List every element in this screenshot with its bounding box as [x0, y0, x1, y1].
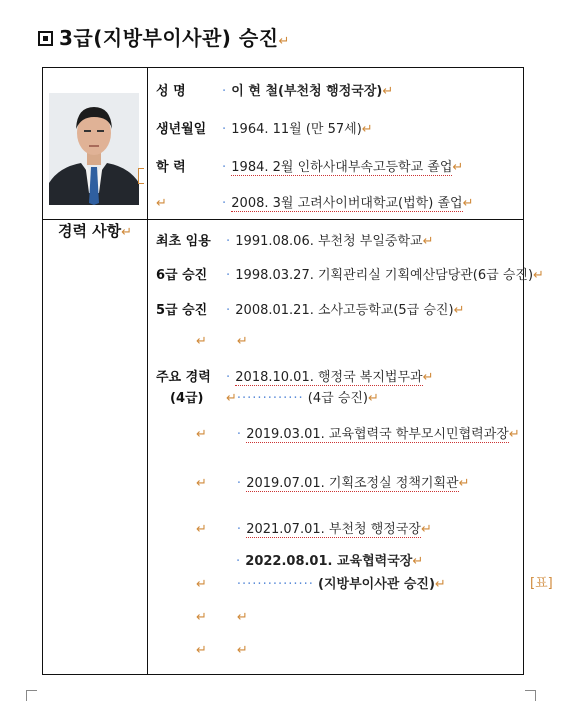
edu-row-1: 학 력 · 1984. 2월 인하사대부속고등학교 졸업↵ — [156, 160, 464, 175]
major-career-header: 주요 경력 · 2018.10.01. 행정국 복지법무과↵ — [156, 370, 434, 385]
latest-career: · 2022.08.01. 교육협력국장↵ — [236, 554, 424, 569]
blank-line: ↵ ↵ — [196, 334, 248, 349]
photo-cell — [43, 68, 148, 220]
portrait-photo-icon — [49, 93, 139, 205]
birth-row: 생년월일 · 1964. 11월 (만 57세)↵ — [156, 122, 373, 137]
name-row: 성 명 · 이 현 철(부천청 행정국장)↵ — [156, 84, 394, 99]
profile-row — [43, 68, 524, 220]
profile-table — [42, 67, 544, 675]
career-info-cell — [148, 220, 544, 675]
career-item: 5급 승진 · 2008.01.21. 소사고등학교(5급 승진)↵ — [156, 303, 465, 318]
major-career-item: ↵ · 2021.07.01. 부천청 행정국장↵ — [196, 522, 432, 537]
square-bullet-icon — [38, 31, 53, 46]
page-corner-mark — [26, 690, 37, 701]
major-career-item: ↵ · 2019.03.01. 교육협력국 학부모시민협력과장↵ — [196, 427, 520, 442]
career-item: 6급 승진 · 1998.03.27. 기획관리실 기획예산담당관(6급 승진)↵ — [156, 268, 544, 283]
page-corner-mark — [525, 690, 536, 701]
major-career-sub: (4급) ↵············· (4급 승진)↵ — [170, 391, 379, 406]
blank-line: ↵ ↵ — [196, 610, 248, 625]
profile-info-cell — [148, 68, 524, 220]
career-label-cell: 경력 사항↵ — [43, 220, 148, 675]
document-title: 3급(지방부이사관) 승진↵ — [38, 22, 290, 51]
major-career-item: ↵ · 2019.07.01. 기획조정실 정책기획관↵ — [196, 476, 470, 491]
anchor-mark-icon — [138, 168, 144, 184]
latest-career-note: ↵ ··············· (지방부이사관 승진)↵ — [196, 577, 446, 592]
edu-row-2: ↵ · 2008. 3월 고려사이버대학교(법학) 졸업↵ — [156, 196, 474, 211]
career-item: 최초 임용 · 1991.08.06. 부천청 부일중학교↵ — [156, 234, 434, 249]
career-row — [43, 220, 524, 675]
blank-line: ↵ ↵ — [196, 643, 248, 658]
table-tag: [표] — [530, 576, 553, 591]
